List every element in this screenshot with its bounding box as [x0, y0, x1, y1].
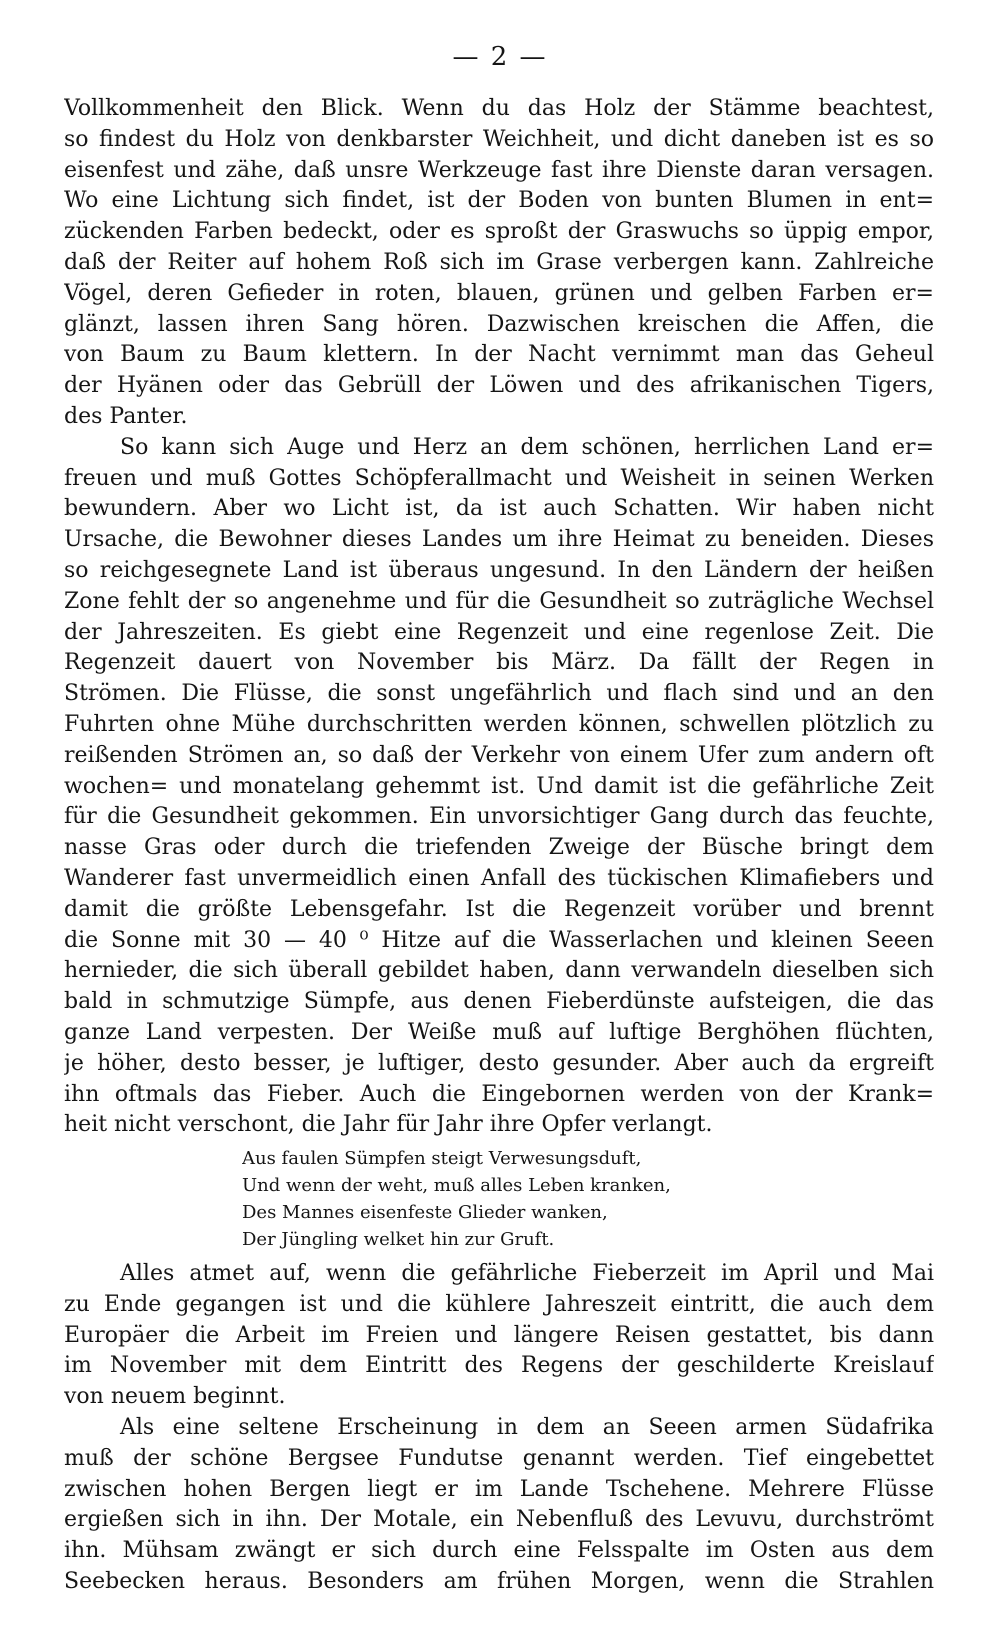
- text-line: Wanderer fast unvermeidlich einen Anfall des tückischen Klimafiebers und: [64, 865, 934, 891]
- text-line: Ursache, die Bewohner dieses Landes um ihre Heimat zu beneiden. Dieses: [64, 527, 934, 553]
- text-line: von neuem beginnt.: [64, 1384, 286, 1410]
- text-line: Strömen. Die Flüsse, die sonst ungefährlich und flach sind und an den: [64, 681, 934, 707]
- text-line: die Sonne mit 30 — 40 ⁰ Hitze auf die Wasserlachen und kleinen Seeen: [64, 927, 934, 953]
- text-line: reißenden Strömen an, so daß der Verkehr von einem Ufer zum andern oft: [64, 742, 934, 768]
- paragraph-3: [64, 1259, 934, 1413]
- text-line: je höher, desto besser, je luftiger, desto gesunder. Aber auch da ergreift: [64, 1050, 934, 1076]
- text-line: heit nicht verschont, die Jahr für Jahr ihre Opfer verlangt.: [64, 1112, 713, 1138]
- text-line: muß der schöne Bergsee Fundutse genannt werden. Tief eingebettet: [64, 1445, 934, 1471]
- body-text: [64, 94, 934, 1598]
- text-line: damit die größte Lebensgefahr. Ist die Regenzeit vorüber und brennt: [64, 896, 934, 922]
- paragraph-1: [64, 94, 934, 433]
- text-line: der Jahreszeiten. Es giebt eine Regenzeit und eine regenlose Zeit. Die: [64, 619, 934, 645]
- verse-quote: [242, 1145, 934, 1253]
- text-line: eisenfest und zähe, daß unsre Werkzeuge fast ihre Dienste daran versagen.: [64, 157, 934, 183]
- text-line: so reichgesegnete Land ist überaus ungesund. In den Ländern der heißen: [64, 557, 934, 583]
- text-line: zwischen hohen Bergen liegt er im Lande Tschehene. Mehrere Flüsse: [64, 1476, 934, 1502]
- text-line: hernieder, die sich überall gebildet haben, dann verwandeln dieselben sich: [64, 958, 934, 984]
- text-line: ganze Land verpesten. Der Weiße muß auf luftige Berghöhen flüchten,: [64, 1019, 934, 1045]
- text-line: nasse Gras oder durch die triefenden Zweige der Büsche bringt dem: [64, 835, 934, 861]
- text-line: Wo eine Lichtung sich findet, ist der Boden von bunten Blumen in ent=: [64, 188, 934, 214]
- verse-line: Der Jüngling welket hin zur Gruft.: [242, 1229, 555, 1251]
- text-line: zu Ende gegangen ist und die kühlere Jahreszeit eintritt, die auch dem: [64, 1291, 934, 1317]
- text-line: ergießen sich in ihn. Der Motale, ein Nebenfluß des Levuvu, durchströmt: [64, 1507, 934, 1533]
- text-line: so findest du Holz von denkbarster Weichheit, und dicht daneben ist es so: [64, 126, 934, 152]
- text-line: Zone fehlt der so angenehme und für die Gesundheit so zuträgliche Wechsel: [64, 588, 934, 614]
- text-line: Seebecken heraus. Besonders am frühen Morgen, wenn die Strahlen: [64, 1569, 934, 1595]
- text-line: des Panter.: [64, 403, 188, 429]
- page-number: — 2 —: [452, 42, 548, 72]
- text-line: wochen= und monatelang gehemmt ist. Und damit ist die gefährliche Zeit: [64, 773, 934, 799]
- text-line: Vollkommenheit den Blick. Wenn du das Holz der Stämme beachtest,: [64, 96, 934, 121]
- text-line: Als eine seltene Erscheinung in dem an Seeen armen Südafrika: [120, 1415, 934, 1441]
- text-line: Alles atmet auf, wenn die gefährliche Fieberzeit im April und Mai: [120, 1261, 934, 1287]
- text-line: der Hyänen oder das Gebrüll der Löwen und des afrikanischen Tigers,: [64, 373, 934, 399]
- text-line: bewundern. Aber wo Licht ist, da ist auch Schatten. Wir haben nicht: [64, 496, 934, 522]
- text-line: So kann sich Auge und Herz an dem schönen, herrlichen Land er=: [120, 434, 934, 460]
- text-line: Europäer die Arbeit im Freien und längere Reisen gestattet, bis dann: [64, 1322, 934, 1348]
- text-line: für die Gesundheit gekommen. Ein unvorsichtiger Gang durch das feuchte,: [64, 804, 934, 830]
- text-line: Regenzeit dauert von November bis März. Da fällt der Regen in: [64, 650, 934, 676]
- text-line: Vögel, deren Gefieder in roten, blauen, grünen und gelben Farben er=: [64, 280, 934, 306]
- verse-line: Aus faulen Sümpfen steigt Verwesungsduft,: [242, 1148, 642, 1170]
- text-line: ihn. Mühsam zwängt er sich durch eine Felsspalte im Osten aus dem: [64, 1538, 934, 1564]
- paragraph-2: [64, 433, 934, 1141]
- text-line: Fuhrten ohne Mühe durchschritten werden können, schwellen plötzlich zu: [64, 711, 934, 737]
- text-line: zückenden Farben bedeckt, oder es sproßt der Graswuchs so üppig empor,: [64, 219, 934, 245]
- paragraph-4: [64, 1413, 934, 1598]
- text-line: daß der Reiter auf hohem Roß sich im Grase verbergen kann. Zahlreiche: [64, 249, 934, 275]
- text-line: ihn oftmals das Fieber. Auch die Eingebornen werden von der Krank=: [64, 1081, 934, 1107]
- text-line: glänzt, lassen ihren Sang hören. Dazwischen kreischen die Affen, die: [64, 311, 934, 337]
- text-line: bald in schmutzige Sümpfe, aus denen Fieberdünste aufsteigen, die das: [64, 989, 934, 1015]
- verse-line: Und wenn der weht, muß alles Leben kranken,: [242, 1175, 671, 1197]
- verse-line: Des Mannes eisenfeste Glieder wanken,: [242, 1202, 608, 1224]
- text-line: im November mit dem Eintritt des Regens der geschilderte Kreislauf: [64, 1353, 934, 1379]
- text-line: von Baum zu Baum klettern. In der Nacht vernimmt man das Geheul: [64, 342, 934, 368]
- text-line: freuen und muß Gottes Schöpferallmacht und Weisheit in seinen Werken: [64, 465, 934, 491]
